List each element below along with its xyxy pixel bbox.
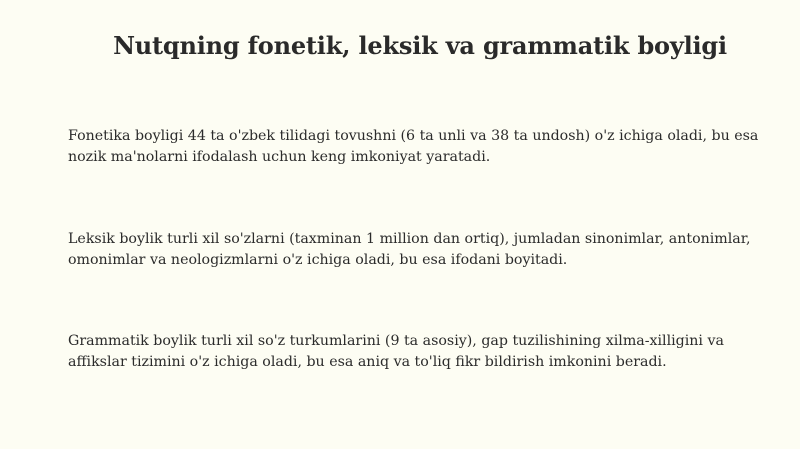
paragraph-grammatical: Grammatik boylik turli xil so'z turkumlarini (9 ta asosiy), gap tuzilishining xilma-xilligini va affikslar tizimini o'z ichiga oladi, bu esa aniq va to'liq fikr bildirish imkonini beradi. xyxy=(68,333,724,370)
slide-title: Nutqning fonetik, leksik va grammatik boyligi xyxy=(113,31,727,60)
paragraph-lexical: Leksik boylik turli xil so'zlarni (taxminan 1 million dan ortiq), jumladan sinonimlar, antonimlar, omonimlar va neologizmlarni o'z ichiga oladi, bu esa ifodani boyitadi. xyxy=(68,231,751,268)
paragraph-phonetic: Fonetika boyligi 44 ta o'zbek tilidagi tovushni (6 ta unli va 38 ta undosh) o'z ichiga oladi, bu esa nozik ma'nolarni ifodalash uchun keng imkoniyat yaratadi. xyxy=(68,128,759,165)
